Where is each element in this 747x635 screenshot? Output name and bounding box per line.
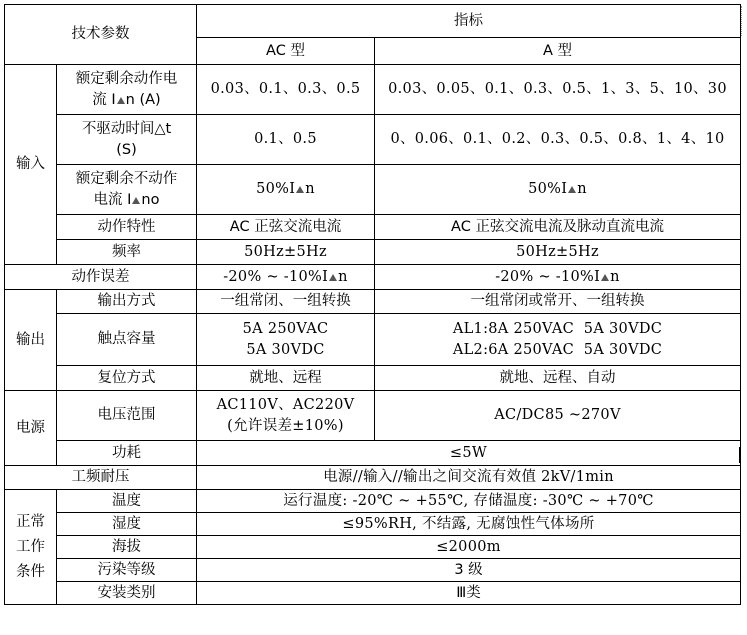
group-input: 输入 bbox=[5, 65, 57, 265]
label-rated-residual-line2 bbox=[59, 90, 194, 111]
contact-capacity-ac-line1: 5A 250VAC bbox=[242, 320, 329, 337]
reset-mode-a: 就地、远程、自动 bbox=[375, 366, 741, 391]
label-output-mode: 输出方式 bbox=[57, 290, 197, 314]
label-no-drive-time-line2: (S) bbox=[116, 141, 137, 158]
rated-non-operating-ac-pre: 50%I bbox=[256, 181, 296, 197]
rated-non-operating-ac-post: n bbox=[305, 181, 315, 197]
label-altitude: 海拔 bbox=[57, 536, 197, 559]
output-mode-a: 一组常闭或常开、一组转换 bbox=[375, 290, 741, 314]
label-rated-non-operating-line1: 额定剩余不动作 bbox=[75, 170, 178, 187]
voltage-range-ac-line1: AC110V、AC220V bbox=[216, 396, 355, 413]
reset-mode-ac: 就地、远程 bbox=[197, 366, 375, 391]
label-install-category: 安装类别 bbox=[57, 582, 197, 605]
header-a-type: A 型 bbox=[375, 38, 741, 65]
spec-table bbox=[4, 4, 741, 605]
label-power-consumption: 功耗 bbox=[57, 441, 197, 466]
label-no-drive-time-line1: 不驱动时间△t bbox=[81, 120, 172, 137]
action-char-a: AC 正弦交流电流及脉动直流电流 bbox=[375, 215, 741, 240]
label-reset-mode: 复位方式 bbox=[57, 366, 197, 391]
group-env-text: 正常工作条件 bbox=[15, 513, 45, 580]
text-cursor bbox=[739, 447, 741, 463]
power-consumption-value: ≤5W bbox=[197, 441, 741, 466]
rated-non-operating-a bbox=[375, 165, 741, 215]
delta-subscript-icon bbox=[132, 197, 140, 204]
temperature-value: 运行温度: -20℃ ~ +55℃, 存储温度: -30℃ ~ +70℃ bbox=[197, 490, 741, 513]
header-spec: 指标 bbox=[197, 5, 741, 38]
group-env bbox=[5, 490, 57, 605]
delta-subscript-icon bbox=[117, 97, 125, 104]
label-action-error: 动作误差 bbox=[5, 265, 197, 290]
label-no-drive-time bbox=[57, 115, 197, 165]
voltage-range-ac-line2: (允许误差±10%) bbox=[227, 417, 344, 434]
label-rated-residual bbox=[57, 65, 197, 115]
delta-subscript-icon bbox=[329, 274, 337, 281]
contact-capacity-ac bbox=[197, 314, 375, 366]
contact-capacity-a-line1: AL1:8A 250VAC 5A 30VDC bbox=[452, 320, 663, 337]
action-error-ac bbox=[197, 265, 375, 290]
voltage-range-ac bbox=[197, 391, 375, 441]
action-error-ac-post: n bbox=[338, 268, 348, 285]
label-rated-residual-line1: 额定剩余动作电 bbox=[75, 70, 178, 87]
group-power: 电源 bbox=[5, 391, 57, 466]
label-rated-non-operating-line2 bbox=[59, 190, 194, 211]
frequency-ac: 50Hz±5Hz bbox=[197, 240, 375, 265]
delta-subscript-icon bbox=[568, 186, 576, 193]
action-error-a bbox=[375, 265, 741, 290]
label-withstand-voltage: 工频耐压 bbox=[5, 466, 197, 490]
label-pollution: 污染等级 bbox=[57, 559, 197, 582]
label-voltage-range: 电压范围 bbox=[57, 391, 197, 441]
rated-non-operating-a-pre: 50%I bbox=[528, 181, 568, 197]
header-param: 技术参数 bbox=[5, 5, 197, 65]
rated-non-operating-a-post: n bbox=[577, 181, 587, 197]
page-edge-marker bbox=[741, 6, 743, 36]
label-contact-capacity: 触点容量 bbox=[57, 314, 197, 366]
frequency-a: 50Hz±5Hz bbox=[375, 240, 741, 265]
label-temperature: 温度 bbox=[57, 490, 197, 513]
label-rated-residual-line2-pre: 流 I bbox=[92, 91, 116, 108]
output-mode-ac: 一组常闭、一组转换 bbox=[197, 290, 375, 314]
label-frequency: 频率 bbox=[57, 240, 197, 265]
pollution-value: 3 级 bbox=[197, 559, 741, 582]
group-output: 输出 bbox=[5, 290, 57, 391]
label-rated-non-operating bbox=[57, 165, 197, 215]
action-error-a-post: n bbox=[610, 268, 620, 285]
withstand-voltage-value: 电源//输入//输出之间交流有效值 2kV/1min bbox=[197, 466, 741, 490]
delta-subscript-icon bbox=[296, 186, 304, 193]
altitude-value: ≤2000m bbox=[197, 536, 741, 559]
humidity-value: ≤95%RH, 不结露, 无腐蚀性气体场所 bbox=[197, 513, 741, 536]
label-rated-non-operating-line2-pre: 电流 I bbox=[93, 191, 132, 208]
label-humidity: 湿度 bbox=[57, 513, 197, 536]
rated-non-operating-ac bbox=[197, 165, 375, 215]
install-category-value: Ⅲ类 bbox=[197, 582, 741, 605]
label-rated-residual-line2-post: n (A) bbox=[125, 91, 161, 108]
no-drive-time-ac: 0.1、0.5 bbox=[197, 115, 375, 165]
contact-capacity-a bbox=[375, 314, 741, 366]
label-action-char: 动作特性 bbox=[57, 215, 197, 240]
delta-subscript-icon bbox=[601, 274, 609, 281]
label-rated-non-operating-line2-post: no bbox=[141, 191, 160, 208]
contact-capacity-ac-line2: 5A 30VDC bbox=[246, 341, 325, 358]
contact-capacity-a-line2: AL2:6A 250VAC 5A 30VDC bbox=[452, 341, 663, 358]
action-error-ac-pre: -20% ~ -10%I bbox=[223, 268, 329, 285]
no-drive-time-a: 0、0.06、0.1、0.2、0.3、0.5、0.8、1、4、10 bbox=[375, 115, 741, 165]
header-ac-type: AC 型 bbox=[197, 38, 375, 65]
voltage-range-a: AC/DC85 ~270V bbox=[375, 391, 741, 441]
action-char-ac: AC 正弦交流电流 bbox=[197, 215, 375, 240]
rated-residual-a: 0.03、0.05、0.1、0.3、0.5、1、3、5、10、30 bbox=[375, 65, 741, 115]
rated-residual-ac: 0.03、0.1、0.3、0.5 bbox=[197, 65, 375, 115]
action-error-a-pre: -20% ~ -10%I bbox=[495, 268, 601, 285]
